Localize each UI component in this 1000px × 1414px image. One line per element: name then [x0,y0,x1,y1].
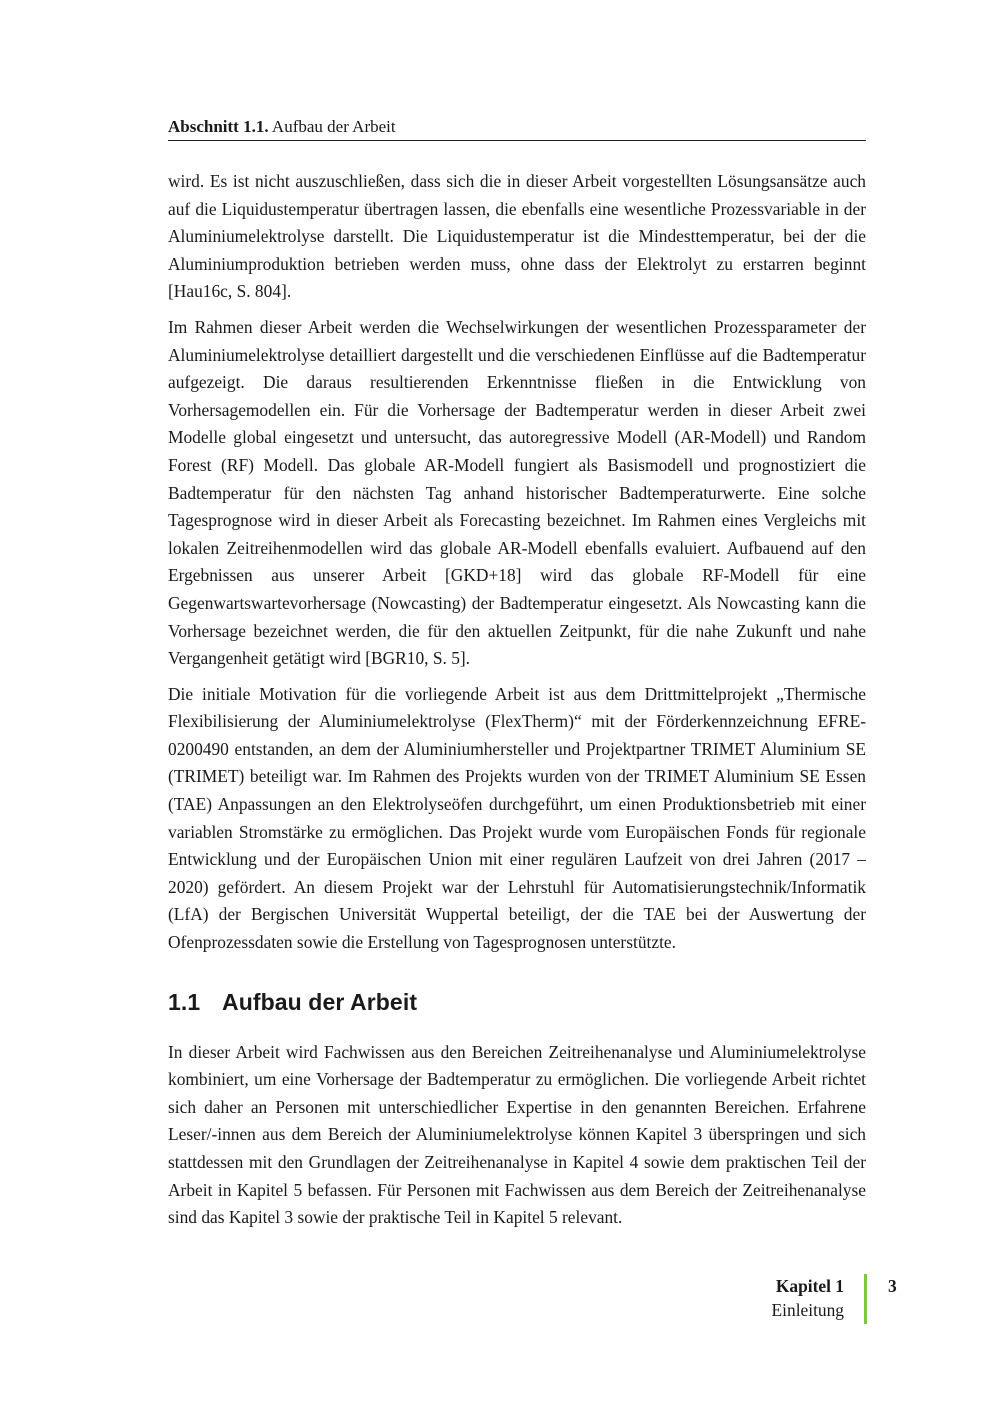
section-number: 1.1 [168,988,201,1015]
paragraph: Im Rahmen dieser Arbeit werden die Wechselwirkungen der wesentlichen Prozessparameter der Aluminiumelektrolyse detailliert dargestellt und die verschiedenen Einflüsse auf die Badtemperatur aufgezeigt. Die daraus resultierenden Erkenntnisse fließen in die Entwicklung von Vorhersagemodellen ein. Für die Vorhersage der Badtemperatur werden in dieser Arbeit zwei Modelle global eingesetzt und untersucht, das autoregressive Modell (AR-Modell) und Random Forest (RF) Modell. Das globale AR-Modell fungiert als Basismodell und prognostiziert die Badtemperatur für den nächsten Tag anhand historischer Badtemperaturwerte. Eine solche Tagesprognose wird in dieser Arbeit als Forecasting bezeichnet. Im Rahmen eines Vergleichs mit lokalen Zeitreihenmodellen wird das globale AR-Modell ebenfalls evaluiert. Aufbauend auf den Ergebnissen aus unserer Arbeit [GKD+18] wird das globale RF-Modell für eine Gegenwartswartevorhersage (Nowcasting) der Badtemperatur eingesetzt. Als Nowcasting kann die Vorhersage bezeichnet werden, die für den aktuellen Zeitpunkt, für die nahe Zukunft und nahe Vergangenheit getätigt wird [BGR10, S. 5]. [168,316,866,669]
page-footer [772,1274,844,1324]
paragraph: wird. Es ist nicht auszuschließen, dass sich die in dieser Arbeit vorgestellten Lösungsansätze auch auf die Liquidustemperatur übertragen lassen, die ebenfalls eine wesentliche Prozessvariable in der Aluminiumelektrolyse darstellt. Die Liquidustemperatur ist die Mindesttemperatur, bei der die Aluminiumproduktion betrieben werden muss, ohne dass der Elektrolyt zu erstarren beginnt [Hau16c, S. 804]. [168,171,866,302]
page-number: 3 [888,1276,897,1296]
running-header [168,116,866,141]
section-title: Aufbau der Arbeit [222,988,418,1015]
body-text [168,168,866,1240]
footer-chapter-title: Einleitung [771,1300,844,1320]
paragraph: Die initiale Motivation für die vorliegende Arbeit ist aus dem Drittmittelprojekt „Thermische Flexibilisierung der Aluminiumelektrolyse (FlexTherm)“ mit der Förderkennzeichnung EFRE-0200490 entstanden, an dem der Aluminiumhersteller und Projektpartner TRIMET Aluminium SE (TRIMET) beteiligt war. Im Rahmen des Projekts wurden von der TRIMET Aluminium SE Essen (TAE) Anpassungen an den Elektrolyseöfen durchgeführt, um einen Produktionsbetrieb mit einer variablen Stromstärke zu ermöglichen. Das Projekt wurde vom Europäischen Fonds für regionale Entwicklung und der Europäischen Union mit einer regulären Laufzeit von drei Jahren (2017 – 2020) gefördert. An diesem Projekt war der Lehrstuhl für Automatisierungstechnik/Informatik (LfA) der Bergischen Universität Wuppertal beteiligt, der die TAE bei der Auswertung der Ofenprozessdaten sowie die Erstellung von Tagesprognosen unterstützte. [168,683,866,953]
header-section-title: Aufbau der Arbeit [271,117,396,136]
header-section-label: Abschnitt 1.1. [168,117,269,136]
section-heading [168,987,866,1017]
footer-chapter: Kapitel 1 [775,1276,844,1296]
footer-accent-rule [864,1274,867,1324]
section-paragraph: In dieser Arbeit wird Fachwissen aus den Bereichen Zeitreihenanalyse und Aluminiumelektrolyse kombiniert, um eine Vorhersage der Badtemperatur zu ermöglichen. Die vorliegende Arbeit richtet sich daher an Personen mit unterschiedlicher Expertise in den genannten Bereichen. Erfahrene Leser/-innen aus dem Bereich der Aluminiumelektrolyse können Kapitel 3 überspringen und sich stattdessen mit den Grundlagen der Zeitreihenanalyse in Kapitel 4 sowie dem praktischen Teil der Arbeit in Kapitel 5 befassen. Für Personen mit Fachwissen aus dem Bereich der Zeitreihenanalyse sind das Kapitel 3 sowie der praktische Teil in Kapitel 5 relevant. [168,1041,866,1228]
